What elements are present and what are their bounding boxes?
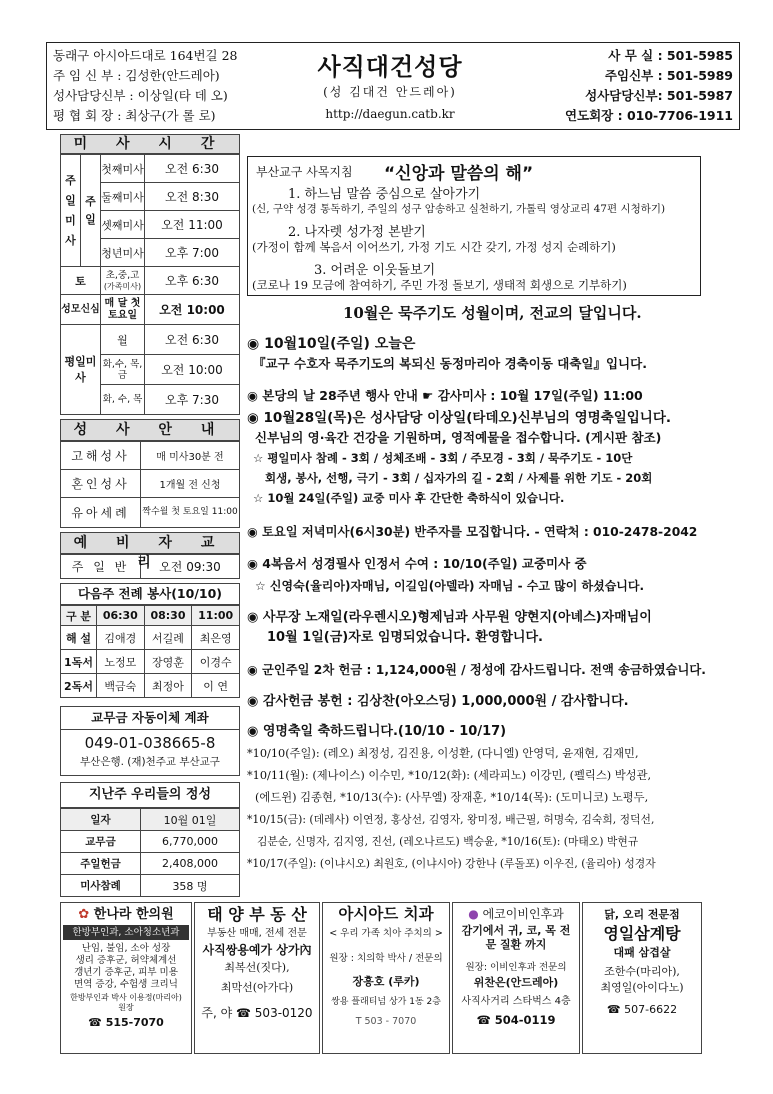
- liturgy-table: [60, 605, 240, 698]
- table-cell: 교무금: [61, 831, 141, 853]
- ad-asiad-dental: [322, 902, 450, 1054]
- motto-item: 3. 어려운 이웃돌보기: [314, 263, 436, 278]
- motto-item: 2. 나자렛 성가정 본받기: [288, 225, 426, 240]
- notice: 『교구 수호자 묵주기도의 복되신 동정마리아 경축이동 대축일』입니다.: [253, 356, 647, 371]
- ad-name: 영일삼계탕: [603, 924, 681, 943]
- weekday-name: 월: [101, 325, 145, 355]
- table-row: [61, 875, 240, 897]
- weekday-time: 오후 7:30: [145, 385, 240, 415]
- table-row: [61, 626, 240, 650]
- mass-name: 청년미사: [101, 239, 145, 267]
- ad-eco-ent-clinic: [452, 902, 580, 1054]
- notice: ◉ 10월10일(주일) 오늘은: [247, 336, 416, 352]
- devotion-time: 오전 10:00: [145, 295, 240, 325]
- mass-time: 오전 8:30: [145, 183, 240, 211]
- motto-item-sub: (신, 구약 성경 통독하기, 주일의 성구 암송하고 실천하기, 가톨릭 영상교리 47편 시청하기): [252, 203, 666, 215]
- notice: ◉ 토요일 저녁미사(6시30분) 반주자를 모집합니다. - 연락처 : 010-2478-2042: [247, 525, 698, 539]
- ad-line: 생리 증후군, 허약체계선: [75, 955, 177, 966]
- ad-line: 최막선(아가다): [220, 981, 294, 994]
- ad-hannara-clinic: [60, 902, 192, 1054]
- sacrament-name: 고해성사: [61, 442, 141, 470]
- ad-phone: ☎ 507-6622: [606, 1003, 678, 1016]
- next-week-title: 다음주 전례 봉사(10/10): [60, 583, 240, 605]
- notice: 신부님의 영·육간 건강을 기원하며, 영적예물을 접수합니다. (게시판 참조): [255, 430, 662, 445]
- ad-phone: ☎ 515-7070: [88, 1016, 164, 1029]
- table-cell: 358 명: [141, 875, 240, 897]
- weekday-label: 평일미사: [61, 325, 101, 415]
- ad-bold: 사직쌍용예가 상가內: [202, 943, 312, 957]
- office-phone: 사 무 실 : 501-5985: [608, 48, 733, 63]
- table-cell: 이 연: [192, 674, 240, 698]
- feast-line: 김분순, 신명자, 김지영, 진선, (레오나르도) 백승윤, *10/16(토): (마태오) 박현규: [257, 835, 639, 848]
- sacrament-name: 유아세례: [61, 498, 141, 528]
- table-cell: 김애경: [97, 626, 145, 650]
- pastoral-motto-box: [247, 156, 701, 296]
- last-week-title: 지난주 우리들의 정성: [60, 782, 240, 808]
- offering-table: [60, 808, 240, 897]
- pastor: 주 임 신 부 : 김성한(안드레아): [53, 68, 220, 83]
- ad-doctor: 위찬은(안드레아): [473, 976, 559, 989]
- notice: 10월 1일(금)자로 임명되었습니다. 환영합니다.: [267, 630, 543, 645]
- notice: 회생, 봉사, 선행, 극기 - 3회 / 십자가의 길 - 2회 / 사제를 위한 기도 - 20회: [265, 471, 653, 485]
- account-number: 049-01-038665-8: [84, 734, 216, 752]
- motto-title: “신앙과 말씀의 해”: [384, 164, 534, 184]
- table-cell: 이경수: [192, 650, 240, 674]
- table-row: [61, 853, 240, 875]
- assistant-priest: 성사담당신부 : 이상일(타 데 오): [53, 88, 228, 103]
- ju-label: 주일: [81, 155, 101, 267]
- catechumen-time: 오전 09:30: [141, 555, 240, 579]
- table-row: [61, 650, 240, 674]
- ad-sub: 대패 삼겹살: [613, 946, 671, 959]
- mass-time: 오전 11:00: [145, 211, 240, 239]
- ad-title: 한나라 한의원: [93, 907, 174, 922]
- table-cell: 1독서: [61, 650, 97, 674]
- ad-phone: 주, 야 ☎ 503-0120: [201, 1006, 313, 1020]
- patron: (성 김대건 안드레아): [323, 85, 457, 99]
- ad-phone: ☎ 504-0119: [476, 1013, 556, 1027]
- notice: ☆ 평일미사 참례 - 3회 / 성체조배 - 3회 / 주모경 - 3회 / 묵주기도 - 10단: [253, 451, 633, 465]
- ad-youngil-samgyetang: [582, 902, 702, 1054]
- council-president: 평 협 회 장 : 최상구(가 롤 로): [53, 108, 216, 123]
- ad-bold: 감기에서 귀, 코, 목 전문 질환 까지: [461, 924, 571, 951]
- sacrament-value: 매 미사30분 전: [141, 442, 240, 470]
- table-cell: 해 설: [61, 626, 97, 650]
- mass-time: 오전 6:30: [145, 155, 240, 183]
- notice: ◉ 4복음서 성경필사 인정서 수여 : 10/10(주일) 교중미사 중: [247, 556, 587, 571]
- table-cell: 장영훈: [144, 650, 192, 674]
- ad-title: 태 양 부 동 산: [207, 905, 307, 924]
- mass-name: 첫째미사: [101, 155, 145, 183]
- feast-line: *10/11(월): (제나이스) 이수민, *10/12(화): (세라피노) 이강민, (펠릭스) 박성관,: [247, 769, 652, 782]
- logo-icon: ●: [468, 907, 479, 921]
- ad-line: 원장 : 치의학 박사 / 전문의: [329, 953, 443, 964]
- table-row: [61, 831, 240, 853]
- ad-title: 아시아드 치과: [338, 905, 434, 923]
- table-cell: 노정모: [97, 650, 145, 674]
- notice: ◉ 본당의 날 28주년 행사 안내 ☛ 감사미사 : 10월 17일(주일) 11:00: [247, 388, 643, 403]
- sat-mass-time: 오후 6:30: [145, 267, 240, 295]
- motto-prefix: 부산교구 사목지침: [256, 165, 353, 179]
- headline: 10월은 묵주기도 성월이며, 전교의 달입니다.: [343, 304, 642, 322]
- table-row: [61, 809, 240, 831]
- ad-phone: T 503 - 7070: [355, 1016, 417, 1027]
- sat-mass-name: 초,중,고: [105, 269, 140, 281]
- ad-line: 최영일(아이다노): [600, 981, 684, 994]
- table-header: 06:30: [97, 606, 145, 626]
- ad-title: 닭, 오리 전문점: [604, 908, 680, 921]
- ad-sub: 부동산 매매, 전세 전문: [207, 928, 307, 939]
- saturday-label: 토: [61, 267, 101, 295]
- feast-line: *10/10(주일): (레오) 최정성, 김진용, 이성환, (다니엘) 안영덕, 윤재현, 김재민,: [247, 747, 639, 760]
- catechumen-name: 주 일 반: [61, 555, 141, 579]
- ad-addr: 사직사거리 스타벅스 4층: [461, 996, 571, 1007]
- ad-note: 한방부인과 박사 이용정(마리아) 원장: [70, 993, 182, 1012]
- catechumen-title: 예 비 자 교 리: [60, 532, 240, 554]
- table-header: 08:30: [144, 606, 192, 626]
- feast-line: (에드윈) 김종현, *10/13(수): (사무엘) 장재훈, *10/14(목): (도미니코) 노평두,: [255, 791, 649, 804]
- ad-bar: 한방부인과, 소아청소년과: [63, 925, 189, 940]
- ad-title: 에코이비인후과: [482, 907, 564, 921]
- assistant-phone: 성사담당신부: 501-5987: [585, 88, 733, 103]
- church-name: 사직대건성당: [317, 53, 463, 81]
- sunday-label: 주일미사: [61, 155, 81, 267]
- account-bank: 부산은행. (재)천주교 부산교구: [80, 756, 220, 768]
- table-row: [61, 674, 240, 698]
- notice: ☆ 신영숙(율리아)자매님, 이길임(아델라) 자매님 - 수고 많이 하셨습니다.: [255, 579, 645, 593]
- feast-line: *10/15(금): (데레사) 이연정, 홍상선, 김영자, 왕미정, 배근필, 허명숙, 김숙희, 정덕선,: [247, 813, 655, 826]
- sacrament-name: 혼인성사: [61, 470, 141, 498]
- ad-addr: 쌍용 플래티넘 상가 1동 2층: [331, 997, 441, 1007]
- table-cell: 최은영: [192, 626, 240, 650]
- flower-icon: ✿: [78, 907, 90, 922]
- weekday-time: 오전 6:30: [145, 325, 240, 355]
- table-cell: 2독서: [61, 674, 97, 698]
- notice: ◉ 감사헌금 봉헌 : 김상찬(아오스딩) 1,000,000원 / 감사합니다.: [247, 694, 629, 709]
- weekday-name: 화,수, 목,금: [101, 355, 145, 385]
- table-cell: 6,770,000: [141, 831, 240, 853]
- mass-title: 미 사 시 간: [60, 134, 240, 154]
- sacrament-value: 짝수월 첫 토요일 11:00: [141, 498, 240, 528]
- devotion-label: 성모신심: [61, 295, 101, 325]
- table-header: 구 분: [61, 606, 97, 626]
- weekday-name: 화, 수, 목: [101, 385, 145, 415]
- mass-name: 셋째미사: [101, 211, 145, 239]
- sacrament-table: [60, 441, 240, 528]
- table-cell: 미사참례: [61, 875, 141, 897]
- notice: ◉ 10월28일(목)은 성사담당 이상일(타데오)신부님의 영명축일입니다.: [247, 410, 671, 426]
- sacrament-title: 성 사 안 내: [60, 419, 240, 441]
- contact-phone: 연도회장 : 010-7706-1911: [564, 108, 733, 123]
- website-link[interactable]: http://daegun.catb.kr: [325, 107, 455, 121]
- motto-item-sub: (코로나 19 모금에 참여하기, 주민 가정 돌보기, 생태적 회생으로 기부하기): [252, 278, 627, 292]
- table-cell: 서길례: [144, 626, 192, 650]
- table-cell: 10월 01일: [141, 809, 240, 831]
- mass-table: [60, 154, 240, 415]
- ad-line: 면역 증강, 수험생 크리닉: [74, 979, 178, 990]
- ad-taeyang-realty: [194, 902, 320, 1054]
- ad-line: 최복선(짓다),: [224, 961, 290, 974]
- header: [46, 42, 740, 130]
- pastor-phone: 주임신부 : 501-5989: [604, 68, 733, 83]
- ad-sub: < 우리 가족 치아 주치의 >: [329, 928, 443, 939]
- notice: ◉ 사무장 노재일(라우렌시오)형제님과 사무원 양현지(아녜스)자매님이: [247, 610, 652, 625]
- mass-name: 둘째미사: [101, 183, 145, 211]
- account-title: 교무금 자동이체 계좌: [60, 706, 240, 730]
- table-cell: 일자: [61, 809, 141, 831]
- ad-line: 난임, 불임, 소아 성장: [81, 943, 171, 954]
- sacrament-value: 1개월 전 신청: [141, 470, 240, 498]
- notice: ☆ 10월 24일(주일) 교중 미사 후 간단한 축하식이 있습니다.: [253, 491, 565, 505]
- table-cell: 최정아: [144, 674, 192, 698]
- ad-doctor: 장흥호 (루카): [352, 975, 420, 988]
- left-column: [60, 134, 240, 897]
- ad-line: 갱년기 증후군, 피부 미용: [74, 967, 178, 978]
- ad-line: 원장: 이비인후과 전문의: [465, 962, 567, 973]
- feast-line: *10/17(주일): (이냐시오) 최원호, (이냐시아) 강한나 (루돌포) 이우진, (율리아) 성경자: [247, 857, 656, 870]
- notice: ◉ 영명축일 축하드립니다.(10/10 - 10/17): [247, 724, 507, 739]
- table-header: 11:00: [192, 606, 240, 626]
- devotion-name: 매 달 첫토요일: [101, 295, 145, 325]
- table-cell: 백금숙: [97, 674, 145, 698]
- motto-item: 1. 하느님 말씀 중심으로 살아가기: [288, 187, 481, 202]
- address: 동래구 아시아드대로 164번길 28: [53, 48, 238, 63]
- sat-mass-sub: (가족미사): [103, 281, 142, 291]
- table-cell: 2,408,000: [141, 853, 240, 875]
- motto-item-sub: (가정이 함께 복음서 이어쓰기, 가정 기도 시간 갖기, 가정 성지 순례하기): [252, 240, 616, 254]
- mass-time: 오후 7:00: [145, 239, 240, 267]
- ad-line: 조한수(마리아),: [604, 965, 680, 978]
- weekday-time: 오전 10:00: [145, 355, 240, 385]
- table-cell: 주일헌금: [61, 853, 141, 875]
- notice: ◉ 군인주일 2차 헌금 : 1,124,000원 / 정성에 감사드립니다. 전액 송금하였습니다.: [247, 663, 706, 677]
